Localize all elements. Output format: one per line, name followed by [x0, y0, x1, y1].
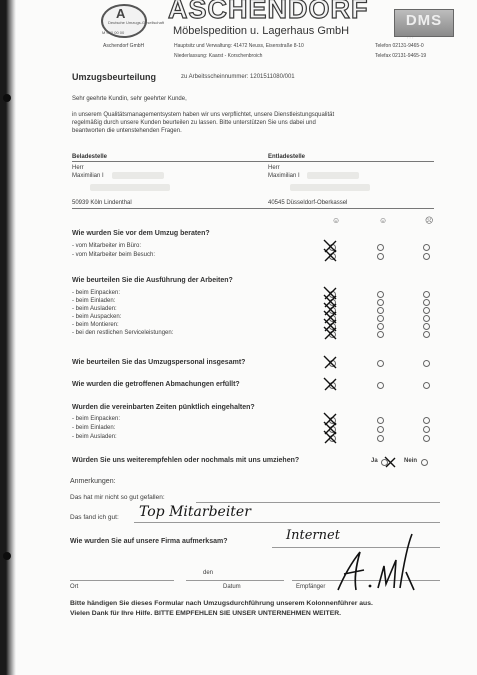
loading-place-label: Beladestelle — [72, 154, 108, 160]
remarks-label: Anmerkungen: — [70, 478, 116, 485]
question-item: - beim Ausladen: — [72, 434, 117, 440]
form-title: Umzugsbeurteilung — [72, 72, 157, 82]
intro-line: beantworten die untenstehenden Fragen. — [72, 128, 182, 134]
date-label: Datum — [223, 584, 241, 590]
handwritten-cross — [324, 356, 336, 368]
intro-line: regelmäßig durch unsere Kunden beurteilen zu lassen. Bitte unterstützen Sie uns dabei und — [72, 120, 316, 126]
question-item: - beim Einpacken: — [72, 290, 121, 296]
handwritten-cross — [385, 457, 395, 467]
phone-number: Telefon 02131-9465-0 — [375, 43, 424, 49]
answer-yes-label: Ja — [371, 458, 378, 464]
logo-mark: A — [116, 6, 126, 21]
unloading-name: Maximilian I — [268, 173, 300, 179]
company-name: Möbelspedition u. Lagerhaus GmbH — [173, 25, 350, 37]
question-item: - beim Einpacken: — [72, 416, 121, 422]
disliked-label: Das hat mir nicht so gut gefallen: — [70, 494, 165, 501]
dms-logo-subtext: ▪ ▪ ▪ — [407, 35, 414, 40]
question-item: - beim Einladen: — [72, 425, 116, 431]
smiley-happy-icon: ☺ — [332, 216, 341, 225]
recipient-label: Empfänger — [296, 584, 326, 590]
question-item: - beim Montieren: — [72, 322, 119, 328]
question-item: - beim Ausladen: — [72, 306, 117, 312]
footer-thanks: Vielen Dank für Ihre Hilfe. BITTE EMPFEHLEN SIE UNSER UNTERNEHMEN WEITER. — [70, 610, 342, 617]
loading-name: Maximilian I — [72, 173, 104, 179]
brand-name: ASCHENDORF — [168, 0, 369, 24]
smiley-sad-icon: ☹ — [425, 216, 434, 225]
salutation: Sehr geehrte Kundin, sehr geehrter Kunde, — [72, 96, 187, 102]
question-item: - beim Auspacken: — [72, 314, 122, 320]
logo-small-text: Deutsche Umzugs-Gesellschaft — [108, 20, 165, 25]
source-question: Wie wurden Sie auf unsere Firma aufmerksam? — [70, 538, 228, 545]
question-item: - vom Mitarbeiter im Büro: — [72, 243, 142, 249]
footer-instruction: Bitte händigen Sie dieses Formular nach Umzugsdurchführung unserem Kolonnenführer aus. — [70, 600, 373, 607]
answer-no-label: Nein — [404, 458, 418, 464]
job-number: zu Arbeitsscheinnummer: 1201511080/001 — [181, 74, 295, 80]
handwritten-cross — [324, 378, 336, 390]
source-answer-handwritten: Internet — [286, 528, 340, 543]
question-staff: Wie beurteilen Sie das Umzugspersonal insgesamt? — [72, 359, 246, 366]
the-label: den — [203, 570, 214, 576]
loading-city: 50939 Köln Lindenthal — [72, 200, 132, 206]
logo-bottom-text: M 000 00 00 — [102, 30, 125, 35]
question-consultation: Wie wurden Sie vor dem Umzug beraten? — [72, 230, 210, 237]
fax-number: Telefax 02131-9465-19 — [375, 53, 427, 59]
place-label: Ort — [70, 584, 79, 590]
unloading-place-label: Entladestelle — [268, 154, 306, 160]
branch-address: Niederlassung: Kaarst - Korschenbroich — [174, 53, 263, 59]
liked-answer-handwritten: Top Mitarbeiter — [139, 504, 251, 520]
dms-logo-text: DMS — [405, 12, 443, 29]
unloading-salutation: Herr — [268, 165, 280, 171]
liked-label: Das fand ich gut: — [70, 514, 119, 521]
question-item: - vom Mitarbeiter beim Besuch: — [72, 252, 156, 258]
question-work-execution: Wie beurteilen Sie die Ausführung der Arbeiten? — [72, 277, 233, 284]
unloading-city: 40545 Düsseldorf-Oberkassel — [268, 200, 348, 206]
company-short-name: Aschendorf GmbH — [103, 43, 145, 49]
head-office-address: Hauptsitz und Verwaltung: 41472 Neuss, Eisenstraße 8-10 — [174, 43, 304, 49]
loading-salutation: Herr — [72, 165, 84, 171]
question-item: - bei den restlichen Serviceleistungen: — [72, 330, 174, 336]
smiley-neutral-icon: ☺ — [379, 216, 388, 225]
intro-line: in unserem Qualitätsmanagementsystem haben wir uns verpflichtet, unsere Dienstleistungsqualität — [72, 112, 335, 118]
question-agreements: Wie wurden die getroffenen Abmachungen erfüllt? — [72, 381, 240, 388]
question-recommend: Würden Sie uns weiterempfehlen oder nochmals mit uns umziehen? — [72, 457, 300, 464]
question-item: - beim Einladen: — [72, 298, 116, 304]
question-punctuality: Wurden die vereinbarten Zeiten pünktlich eingehalten? — [72, 404, 255, 411]
